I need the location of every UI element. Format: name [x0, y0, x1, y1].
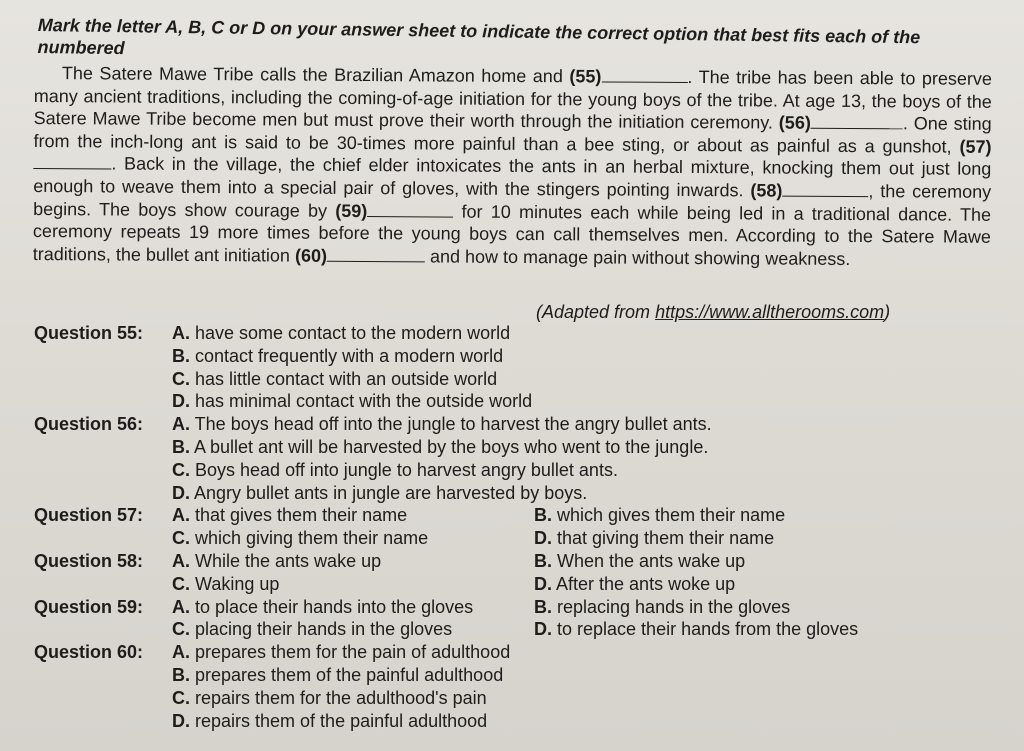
option-row [34, 482, 994, 505]
answer-option-d[interactable]: D. has minimal contact with the outside world [172, 391, 533, 412]
answer-option-a[interactable]: A. prepares them for the pain of adulthood [172, 642, 511, 663]
option-row [34, 504, 994, 527]
option-row [34, 345, 994, 368]
option-row [34, 710, 994, 733]
option-row [34, 573, 994, 596]
question-list [34, 322, 994, 732]
option-row [34, 413, 994, 436]
answer-option-a[interactable]: A. to place their hands into the gloves [172, 596, 474, 617]
blank-58-number: (58) [750, 180, 783, 201]
answer-option-d[interactable]: D. to replace their hands from the gloves [534, 619, 859, 640]
answer-option-b[interactable]: B. A bullet ant will be harvested by the boys who went to the jungle. [172, 436, 709, 457]
blank-57 [33, 152, 111, 169]
passage-text: . One sting from the inch-long ant is said to be 30-times more painful than a bee sting, or about as painful as a gunshot, [33, 113, 992, 157]
passage-text: . Back in the village, the chief elder intoxicates the ants in an herbal mixture, knocking them out just long enough to weave them into a special pair of gloves, with the stingers pointing inwards. [33, 153, 992, 201]
question-label: Question 59: [34, 596, 144, 617]
answer-option-c[interactable]: C. placing their hands in the gloves [172, 619, 453, 640]
answer-option-a[interactable]: A. The boys head off into the jungle to harvest the angry bullet ants. [172, 414, 712, 435]
option-row [34, 664, 994, 687]
blank-56-number: (56) [778, 112, 811, 133]
source-suffix: ) [884, 302, 891, 322]
source-prefix: (Adapted from [536, 302, 656, 322]
reading-passage [33, 62, 992, 271]
blank-58 [782, 180, 868, 198]
blank-59-number: (59) [335, 200, 368, 221]
answer-option-c[interactable]: C. has little contact with an outside world [172, 368, 498, 389]
answer-option-d[interactable]: D. repairs them of the painful adulthood [172, 710, 488, 731]
blank-55 [601, 65, 687, 83]
option-row [34, 596, 994, 619]
answer-option-c[interactable]: C. Waking up [172, 573, 280, 594]
answer-option-a[interactable]: A. While the ants wake up [172, 550, 382, 571]
answer-option-d[interactable]: D. Angry bullet ants in jungle are harvested by boys. [172, 482, 588, 503]
question-block [34, 413, 994, 504]
passage-text: and how to manage pain without showing weakness. [424, 246, 851, 269]
question-label: Question 60: [34, 642, 144, 663]
answer-option-d[interactable]: D. After the ants woke up [534, 573, 736, 594]
question-label: Question 56: [34, 414, 144, 435]
question-block [34, 504, 994, 550]
question-label: Question 58: [34, 550, 144, 571]
blank-60 [327, 245, 425, 263]
option-row [34, 390, 994, 413]
blank-57-number: (57) [959, 136, 992, 157]
answer-option-b[interactable]: B. When the ants wake up [534, 550, 746, 571]
blank-60-number: (60) [294, 245, 328, 266]
option-row [34, 641, 994, 664]
question-label: Question 57: [34, 505, 144, 526]
question-label: Question 55: [34, 323, 144, 343]
answer-option-b[interactable]: B. prepares them of the painful adulthood [172, 664, 504, 685]
instruction-text: Mark the letter A, B, C or D on your answer sheet to indicate the correct option that best fits each of the numbered [37, 14, 921, 59]
answer-option-a[interactable]: A. have some contact to the modern world [172, 323, 511, 343]
answer-option-d[interactable]: D. that giving them their name [534, 528, 775, 549]
source-citation [536, 302, 890, 323]
option-row [34, 687, 994, 710]
answer-option-b[interactable]: B. replacing hands in the gloves [534, 596, 791, 617]
answer-option-b[interactable]: B. contact frequently with a modern world [172, 345, 504, 366]
answer-option-c[interactable]: C. repairs them for the adulthood's pain [172, 687, 487, 708]
passage-text: The Satere Mawe Tribe calls the Brazilian Amazon home and [61, 63, 570, 87]
passage-text: . The tribe has been able to preserve many ancient traditions, including the coming-of-age initiation for the young boys of the tribe. At age 13, the boys of the Satere Mawe Tribe become men but must prove their worth through the initiation ceremony. [33, 66, 992, 133]
answer-option-a[interactable]: A. that gives them their name [172, 505, 408, 526]
option-row [34, 436, 994, 459]
option-row [34, 322, 994, 345]
option-row [34, 527, 994, 550]
blank-55-number: (55) [569, 66, 602, 87]
question-block [34, 550, 994, 596]
option-row [34, 368, 994, 391]
source-link[interactable]: https://www.alltherooms.com [655, 302, 885, 322]
question-block [34, 322, 994, 413]
option-row [34, 550, 994, 573]
blank-59 [367, 200, 453, 218]
answer-option-c[interactable]: C. which giving them their name [172, 528, 429, 549]
blank-56 [811, 112, 903, 130]
passage-text: , the ceremony begins. The boys show courage by [33, 181, 992, 221]
answer-option-b[interactable]: B. which gives them their name [534, 505, 786, 526]
option-row [34, 459, 994, 482]
question-block [34, 596, 994, 642]
answer-option-c[interactable]: C. Boys head off into jungle to harvest angry bullet ants. [172, 459, 618, 480]
question-block [34, 641, 994, 732]
passage-text: for 10 minutes each while being led in a traditional dance. The ceremony repeats 19 more times before the young boys can call themselves men. According to the Satere Mawe traditions, the bullet ant initiation [32, 201, 992, 266]
option-row [34, 618, 994, 641]
